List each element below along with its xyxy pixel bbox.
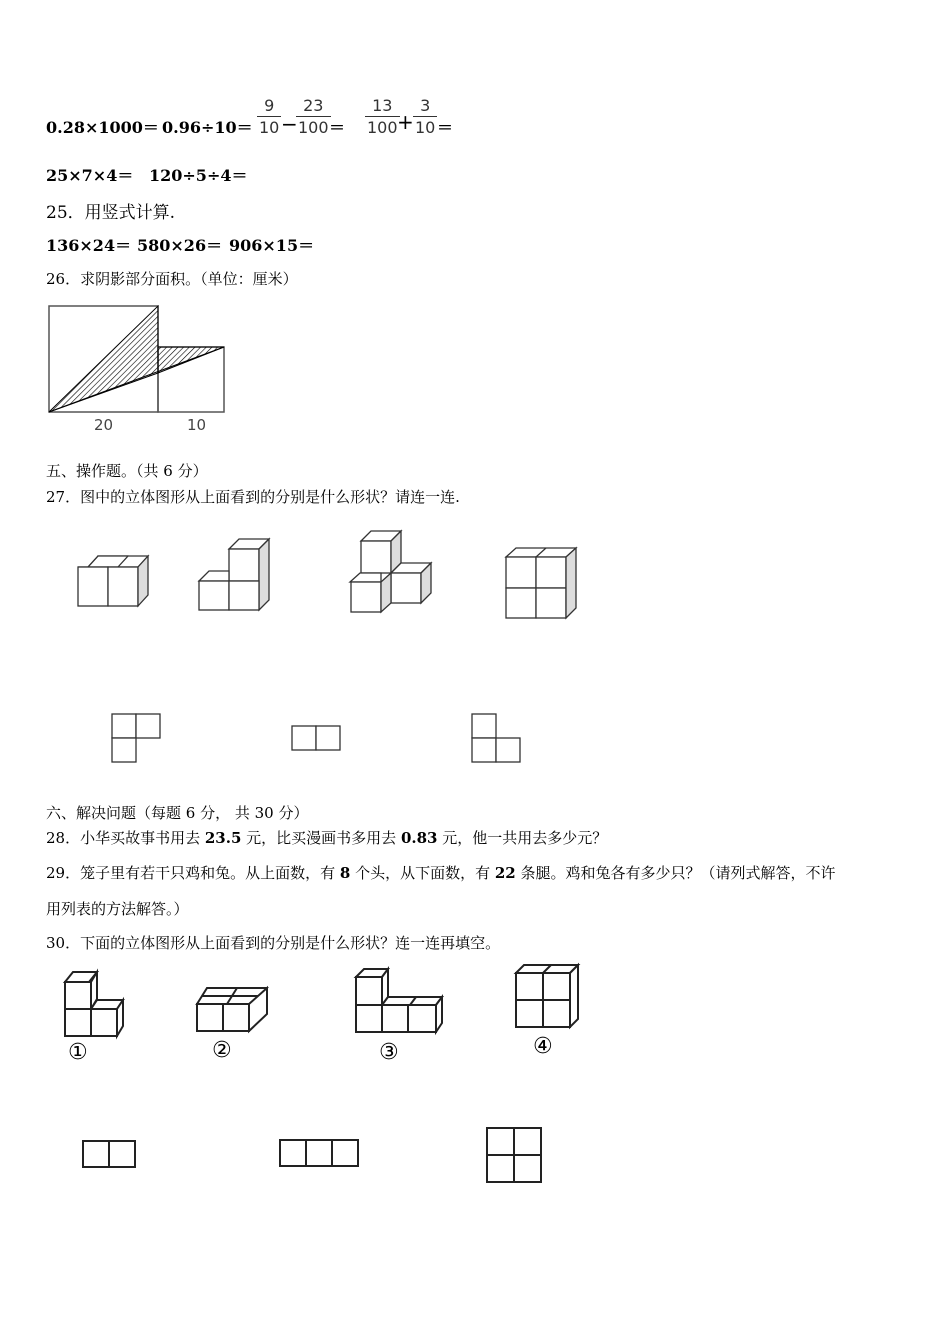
q27-top-view-2 bbox=[291, 725, 346, 755]
q29-part: 29．笼子里有若干只鸡和兔。从上面数，有 bbox=[46, 864, 340, 882]
q30-label-1: ① bbox=[68, 1040, 88, 1065]
q30-solid-3 bbox=[354, 967, 449, 1037]
q30-label-4: ④ bbox=[533, 1034, 553, 1059]
q27-solid-2 bbox=[197, 538, 277, 618]
q29-value-legs: 22 bbox=[494, 864, 516, 882]
expr-0-28x1000: 0.28×1000＝ bbox=[46, 118, 159, 137]
fraction-denominator: 100 bbox=[298, 118, 329, 137]
q28-part: 元，比买漫画书多用去 bbox=[241, 829, 401, 847]
minus-sign: − bbox=[281, 112, 298, 136]
expr-906x15: 906×15＝ bbox=[229, 236, 315, 255]
q29-part: 个头，从下面数，有 bbox=[350, 864, 495, 882]
q28-part: 28．小华买故事书用去 bbox=[46, 829, 205, 847]
q30-top-view-2 bbox=[279, 1139, 364, 1171]
label-10: 10 bbox=[187, 416, 207, 434]
q28-part: 元，他一共用去多少元？ bbox=[437, 829, 608, 847]
q27-solid-3 bbox=[348, 530, 438, 615]
label-20: 20 bbox=[94, 416, 114, 434]
q27-title: 27．图中的立体图形从上面看到的分别是什么形状？请连一连. bbox=[46, 488, 460, 506]
q30-top-view-1 bbox=[82, 1140, 142, 1172]
section-5-title: 五、操作题。（共 6 分） bbox=[46, 462, 208, 480]
q29-text bbox=[46, 862, 836, 883]
fraction-3-10 bbox=[413, 96, 437, 137]
expr-136x24: 136×24＝ bbox=[46, 236, 132, 255]
section-6-title: 六、解决问题（每题 6 分， 共 30 分） bbox=[46, 804, 309, 822]
fraction-23-100 bbox=[296, 96, 331, 137]
fraction-denominator: 100 bbox=[367, 118, 398, 137]
shaded-triangle-left bbox=[49, 306, 158, 412]
q29-text-line2: 用列表的方法解答。） bbox=[46, 900, 189, 918]
q28-value-a: 23.5 bbox=[204, 829, 242, 847]
q30-solid-1 bbox=[63, 970, 133, 1040]
plus-sign: + bbox=[397, 110, 414, 134]
expr-580x26: 580×26＝ bbox=[137, 236, 223, 255]
equals-sign: ＝ bbox=[437, 118, 454, 137]
fraction-denominator: 10 bbox=[415, 118, 436, 137]
q27-top-view-1 bbox=[111, 713, 171, 773]
q27-top-view-3 bbox=[471, 713, 526, 768]
equals-sign: ＝ bbox=[329, 118, 346, 137]
q30-top-view-3 bbox=[486, 1127, 546, 1187]
expr-0-96div10: 0.96÷10＝ bbox=[162, 118, 253, 137]
expr-25x7x4: 25×7×4＝ bbox=[46, 166, 134, 185]
fraction-denominator: 10 bbox=[259, 118, 280, 137]
q28-value-b: 0.83 bbox=[400, 829, 438, 847]
q29-part: 条腿。鸡和兔各有多少只？（请列式解答，不许 bbox=[515, 864, 836, 882]
expr-120div5div4: 120÷5÷4＝ bbox=[149, 166, 248, 185]
q30-solid-2 bbox=[195, 984, 275, 1034]
q27-solid-4 bbox=[504, 547, 584, 622]
fraction-9-10 bbox=[257, 96, 281, 137]
q27-solid-1 bbox=[76, 555, 156, 615]
q30-title: 30．下面的立体图形从上面看到的分别是什么形状？连一连再填空。 bbox=[46, 934, 501, 952]
fraction-numerator: 3 bbox=[420, 96, 431, 115]
fraction-numerator: 9 bbox=[264, 96, 275, 115]
q29-value-heads: 8 bbox=[339, 864, 351, 882]
q30-label-2: ② bbox=[212, 1038, 232, 1063]
q30-solid-4 bbox=[514, 963, 584, 1033]
q30-label-3: ③ bbox=[379, 1040, 399, 1065]
fraction-numerator: 23 bbox=[303, 96, 324, 115]
fraction-13-100 bbox=[365, 96, 400, 137]
q28-text bbox=[46, 827, 607, 848]
q25-title: 25．用竖式计算. bbox=[46, 203, 176, 223]
fraction-numerator: 13 bbox=[372, 96, 393, 115]
q26-title: 26．求阴影部分面积。（单位：厘米） bbox=[46, 270, 298, 288]
